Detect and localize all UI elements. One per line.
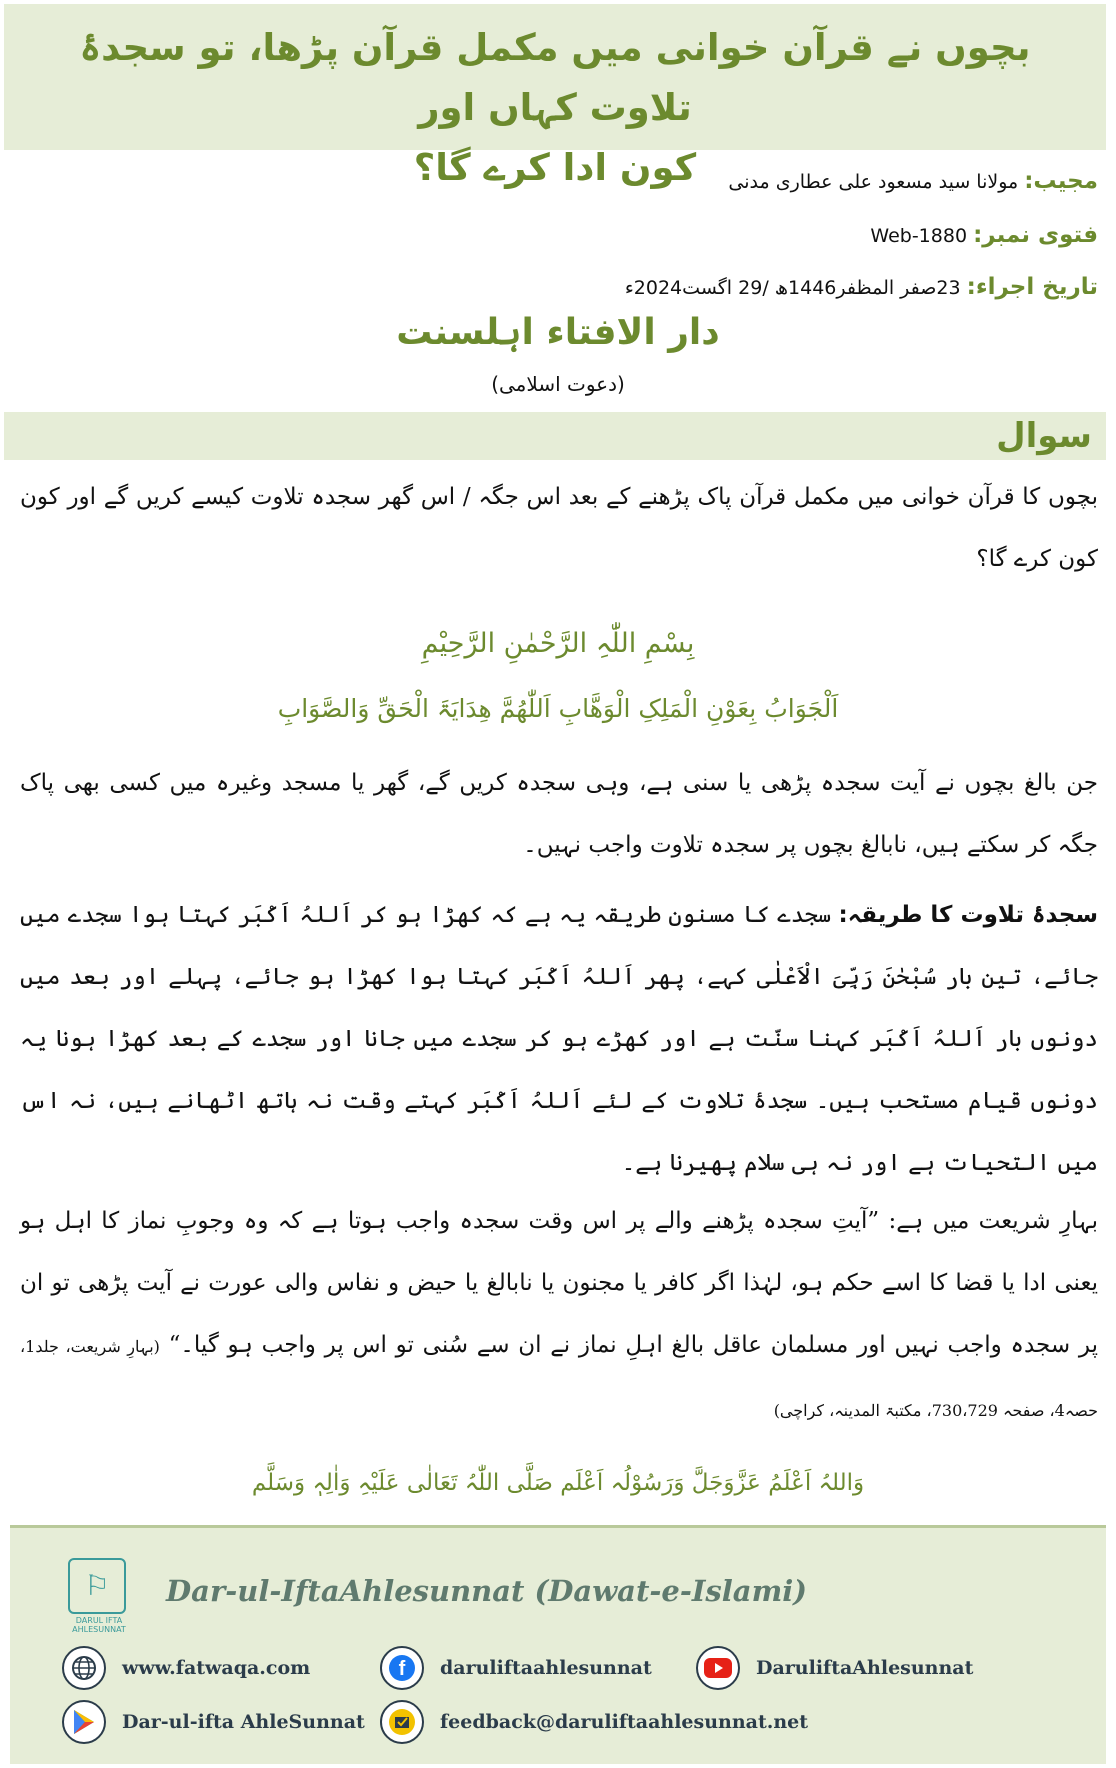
- dar-ul-ifta-logo-icon: ⚐: [68, 1558, 126, 1614]
- website-link[interactable]: [62, 1646, 310, 1690]
- facebook-icon: [380, 1646, 424, 1690]
- answer-paragraph-2: [20, 884, 1098, 1194]
- question-text: بچوں کا قرآن خوانی میں مکمل قرآن پاک پڑھنے کے بعد اس جگہ / اس گھر سجدہ تلاوت کیسے کریں گے اور کون کون کرے گا؟: [20, 484, 1098, 572]
- title-line-1: بچوں نے قرآن خوانی میں مکمل قرآن پڑھا، تو سجدۂ تلاوت کہاں اور: [79, 26, 1031, 129]
- bismillah: بِسْمِ اللّٰہِ الرَّحْمٰنِ الرَّحِیْمِ: [421, 628, 695, 659]
- issue-date-label: تاریخ اجراء:: [966, 274, 1098, 300]
- question-heading-bar: [4, 412, 1106, 460]
- email-link[interactable]: [380, 1700, 808, 1744]
- svg-text:f: f: [398, 1658, 406, 1680]
- institution-subtitle: (دعوت اسلامی): [491, 372, 625, 396]
- question-heading: سوال: [996, 416, 1092, 456]
- closing-phrase: وَاللہُ اَعْلَمُ عَزَّوَجَلَّ وَرَسُوْلُہ اَعْلَم صَلَّی اللّٰہُ تَعَالٰی عَلَیْہِ وَاٰلِہٖ وَسَلَّم: [251, 1470, 865, 1496]
- institution-name: دار الافتاء اہلسنت: [396, 312, 720, 353]
- fatwa-number-label: فتوی نمبر:: [973, 222, 1098, 248]
- email-text: feedback@daruliftaahlesunnat.net: [440, 1711, 809, 1733]
- feedback-mail-icon: [380, 1700, 424, 1744]
- answer-paragraph-1: جن بالغ بچوں نے آیت سجدہ پڑھی یا سنی ہے، وہی سجدہ کریں گے، گھر یا مسجد وغیرہ میں کسی بھی پاک جگہ کر سکتے ہیں، نابالغ بچوں پر سجدہ تلاوت واجب نہیں۔: [20, 770, 1098, 858]
- globe-icon: [62, 1646, 106, 1690]
- fatwa-number-value: Web-1880: [870, 225, 968, 247]
- website-text: www.fatwaqa.com: [122, 1657, 311, 1679]
- playstore-link[interactable]: [62, 1700, 365, 1744]
- method-label: سجدۂ تلاوت کا طریقہ:: [838, 902, 1098, 928]
- playstore-text: Dar-ul-ifta AhleSunnat: [122, 1711, 365, 1733]
- footer: [10, 1528, 1106, 1764]
- fatwa-number-row: [870, 220, 1098, 251]
- facebook-link[interactable]: [380, 1646, 652, 1690]
- mujeeb-label: مجیب:: [1024, 168, 1098, 194]
- method-text: سجدے کا مسنون طریقہ یہ ہے کہ کھڑا ہو کر اَللہُ اَکْبَر کہتا ہوا سجدے میں جائے، تین بار سُبْحٰنَ رَبِّیَ الْاَعْلٰی کہے، پھر اَللہُ اَکْبَر کہتا ہوا کھڑا ہو جائے، پہلے اور بعد میں دونوں بار اَللہُ اَکْبَر کہنا سنّت ہے اور کھڑے ہو کر سجدے میں جانا اور سجدے کے بعد کھڑا ہونا یہ دونوں قیام مستحب ہیں۔ سجدۂ تلاوت کے لئے اَللہُ اَکْبَر کہتے وقت نہ ہاتھ اٹھانے ہیں، نہ اس میں التحیات ہے اور نہ ہی سلام پھیرنا ہے۔: [20, 902, 1098, 1176]
- footer-brand: Dar-ul-IftaAhlesunnat (Dawat-e-Islami): [166, 1574, 807, 1608]
- title-line-2: کون ادا کرے گا؟: [413, 146, 697, 189]
- logo-caption: DARUL IFTA AHLESUNNAT: [72, 1616, 126, 1634]
- bahar-quote: بہارِ شریعت میں ہے: ”آیتِ سجدہ پڑھنے والے پر اس وقت سجدہ واجب ہوتا ہے کہ وہ وجوبِ نماز کا اہل ہو یعنی ادا یا قضا کا اسے حکم ہو، لہٰذا اگر کافر یا مجنون یا نابالغ یا حیض و نفاس والی عورت نے آیت پڑھی تو ان پر سجدہ واجب نہیں اور مسلمان عاقل بالغ اہلِ نماز نے ان سے سُنی تو اس پر واجب ہو گیا۔“: [20, 1208, 1098, 1358]
- answer-paragraph-3: [20, 1190, 1098, 1442]
- issue-date-value: 23صفر المظفر1446ھ /29 اگست2024ء: [624, 277, 961, 299]
- issue-date-row: [625, 272, 1098, 303]
- facebook-text: daruliftaahlesunnat: [440, 1657, 652, 1679]
- play-store-icon: [62, 1700, 106, 1744]
- youtube-icon: [696, 1646, 740, 1690]
- youtube-text: DaruliftaAhlesunnat: [756, 1657, 974, 1679]
- mujeeb-value: مولانا سید مسعود علی عطاری مدنی: [728, 171, 1019, 193]
- youtube-link[interactable]: [696, 1646, 973, 1690]
- answer-opening: اَلْجَوَابُ بِعَوْنِ الْمَلِکِ الْوَھَّابِ اَللّٰھُمَّ ھِدَایَۃَ الْحَقِّ وَالصَّوَابِ: [277, 694, 839, 723]
- mujeeb-row: [728, 166, 1098, 197]
- reference-citation: (بہارِ شریعت، جلد1، حصہ4، صفحہ 730،729، مکتبۃ المدینہ، کراچی): [20, 1337, 1098, 1420]
